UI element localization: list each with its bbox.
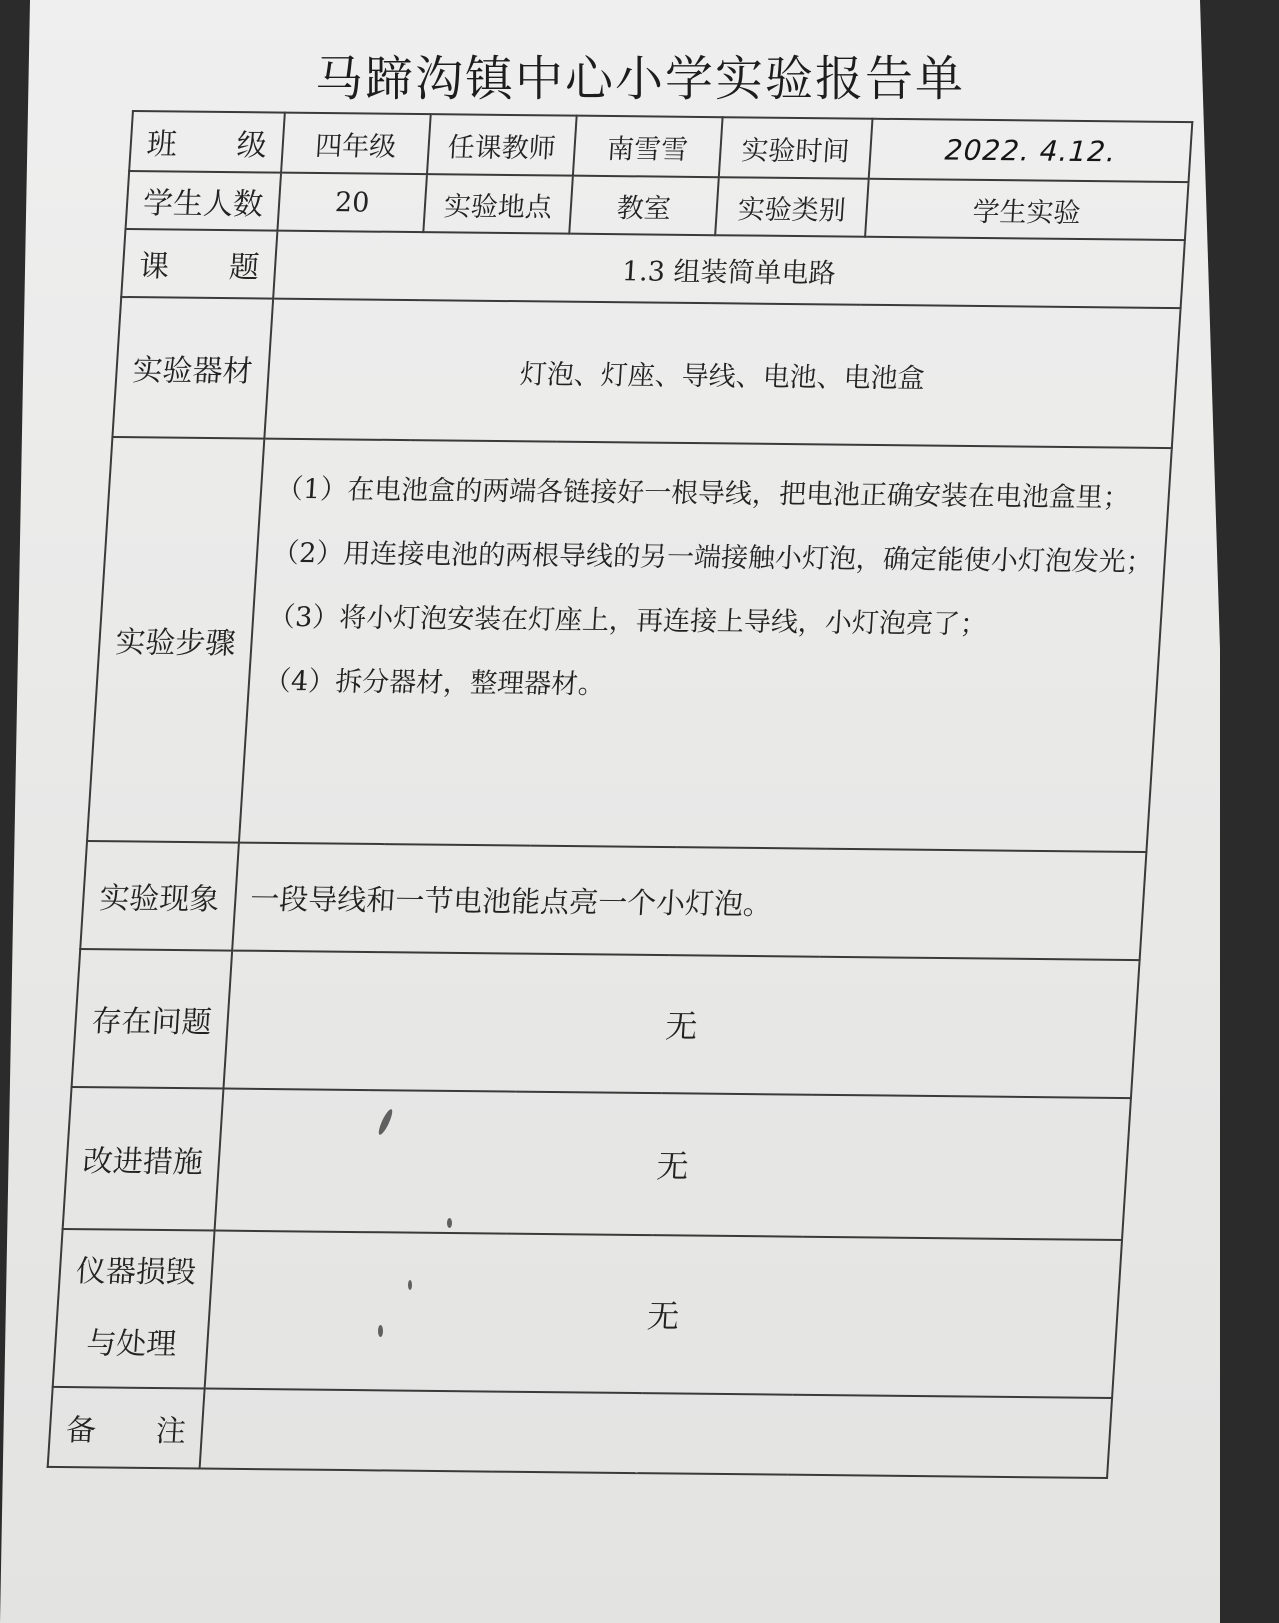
location-label: 实验地点 <box>423 174 573 234</box>
teacher-label: 任课教师 <box>427 114 577 176</box>
class-label: 班 级 <box>129 111 285 173</box>
steps-label: 实验步骤 <box>87 437 264 843</box>
table-row <box>112 297 1180 448</box>
materials-label: 实验器材 <box>112 297 273 439</box>
table-row <box>80 841 1146 960</box>
teacher-value: 南雪雪 <box>573 116 723 178</box>
students-label: 学生人数 <box>126 171 282 231</box>
improvements-label: 改进措施 <box>63 1087 224 1231</box>
phenomenon-value: 一段导线和一节电池能点亮一个小灯泡。 <box>232 843 1146 961</box>
class-value: 四年级 <box>281 113 431 175</box>
step-item: （1）在电池盒的两端各链接好一根导线，把电池正确安装在电池盒里； <box>275 473 1131 514</box>
ink-smudge <box>447 1218 452 1228</box>
ink-smudge <box>378 1325 383 1337</box>
topic-label: 课 题 <box>121 229 277 299</box>
ink-smudge <box>408 1280 412 1290</box>
problems-label: 存在问题 <box>72 949 233 1089</box>
improvements-value: 无 <box>215 1089 1131 1241</box>
table-row <box>53 1229 1122 1398</box>
table-row <box>48 1387 1112 1478</box>
remarks-label: 备 注 <box>48 1387 205 1469</box>
problems-value: 无 <box>223 951 1139 1099</box>
damage-label <box>53 1229 215 1389</box>
table-row <box>72 949 1140 1098</box>
report-form <box>47 110 1192 1479</box>
step-item: （4）拆分器材，整理器材。 <box>263 665 607 701</box>
type-value: 学生实验 <box>865 179 1188 240</box>
table-row <box>129 111 1192 182</box>
students-value: 20 <box>277 173 427 233</box>
phenomenon-label: 实验现象 <box>80 841 239 951</box>
damage-value: 无 <box>205 1231 1122 1398</box>
table-row <box>87 437 1172 852</box>
step-item: （3）将小灯泡安装在灯座上，再连接上导线，小灯泡亮了； <box>267 601 988 641</box>
table-row <box>121 229 1185 308</box>
step-item: （2）用连接电池的两根导线的另一端接触小灯泡，确定能使小灯泡发光； <box>271 537 1154 578</box>
damage-label-line1: 仪器损毁 <box>74 1254 197 1291</box>
time-value <box>869 119 1193 182</box>
materials-value: 灯泡、灯座、导线、电池、电池盒 <box>264 299 1180 449</box>
topic-value: 1.3 组装简单电路 <box>273 231 1185 309</box>
time-label: 实验时间 <box>719 117 873 179</box>
location-value: 教室 <box>569 176 719 236</box>
report-table <box>47 110 1194 1479</box>
table-row <box>63 1087 1131 1240</box>
steps-content <box>239 439 1172 852</box>
damage-label-line2: 与处理 <box>85 1326 178 1363</box>
remarks-value <box>200 1389 1112 1479</box>
handwritten-date: 2022. 4.12. <box>943 133 1118 168</box>
type-label: 实验类别 <box>715 177 869 237</box>
report-title: 马蹄沟镇中心小学实验报告单 <box>314 51 965 107</box>
